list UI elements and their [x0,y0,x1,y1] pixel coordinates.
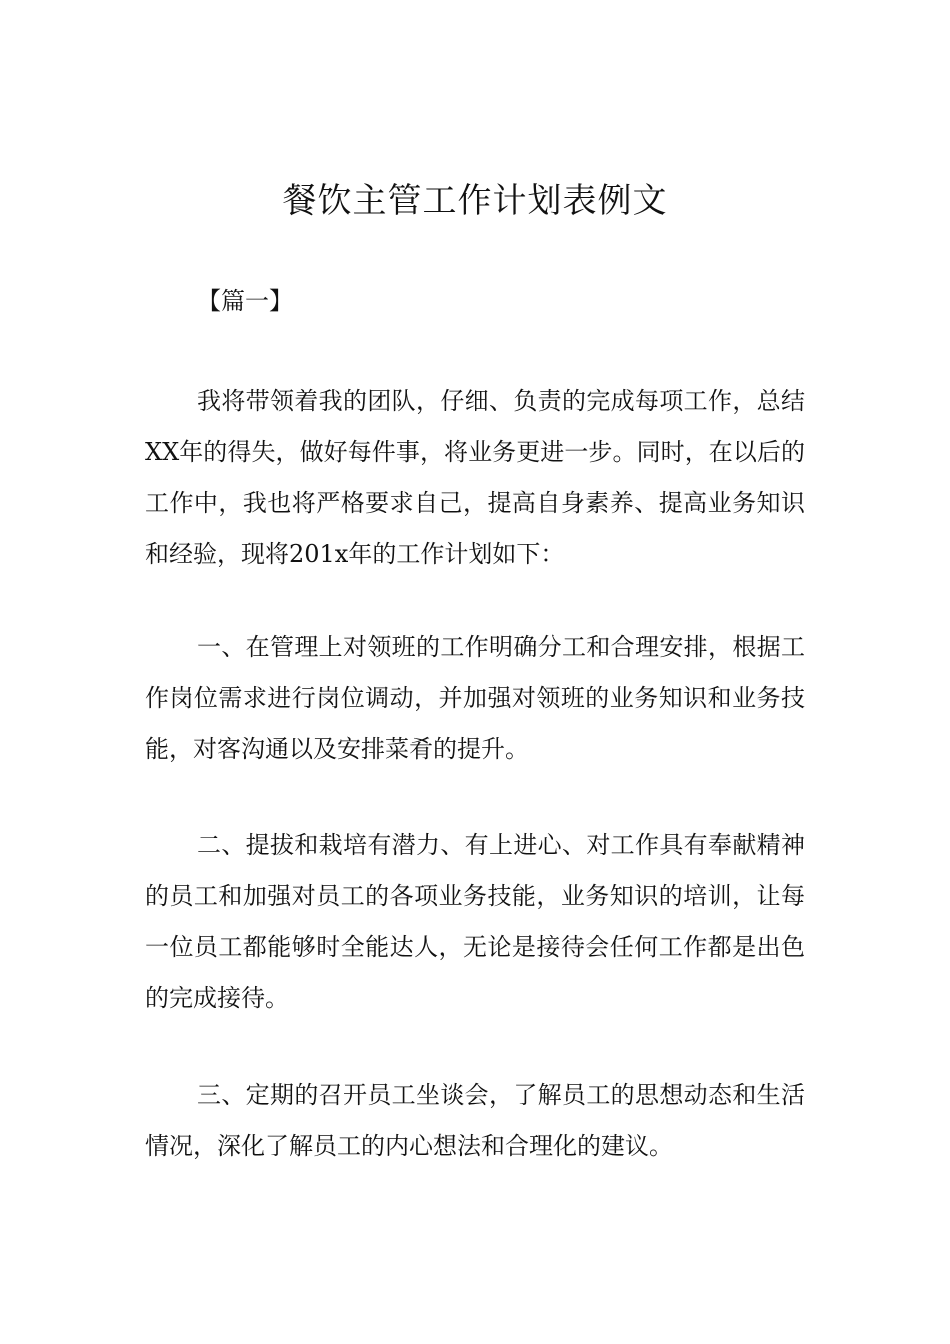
document-title: 餐饮主管工作计划表例文 [282,181,668,221]
section-label: 【篇一】 [197,287,293,315]
paragraph-item-3: 三、定期的召开员工坐谈会，了解员工的思想动态和生活情况，深化了解员工的内心想法和合理化的建议。 [145,1081,805,1160]
paragraph-item-2: 二、提拔和栽培有潜力、有上进心、对工作具有奉献精神的员工和加强对员工的各项业务技能，业务知识的培训，让每一位员工都能够时全能达人，无论是接待会任何工作都是出色的完成接待。 [145,831,805,1012]
paragraph-item-1: 一、在管理上对领班的工作明确分工和合理安排，根据工作岗位需求进行岗位调动，并加强对领班的业务知识和业务技能，对客沟通以及安排菜肴的提升。 [145,633,805,763]
paragraph-intro: 我将带领着我的团队，仔细、负责的完成每项工作，总结XX年的得失，做好每件事，将业务更进一步。同时，在以后的工作中，我也将严格要求自己，提高自身素养、提高业务知识和经验，现将201x年的工作计划如下： [145,387,805,568]
